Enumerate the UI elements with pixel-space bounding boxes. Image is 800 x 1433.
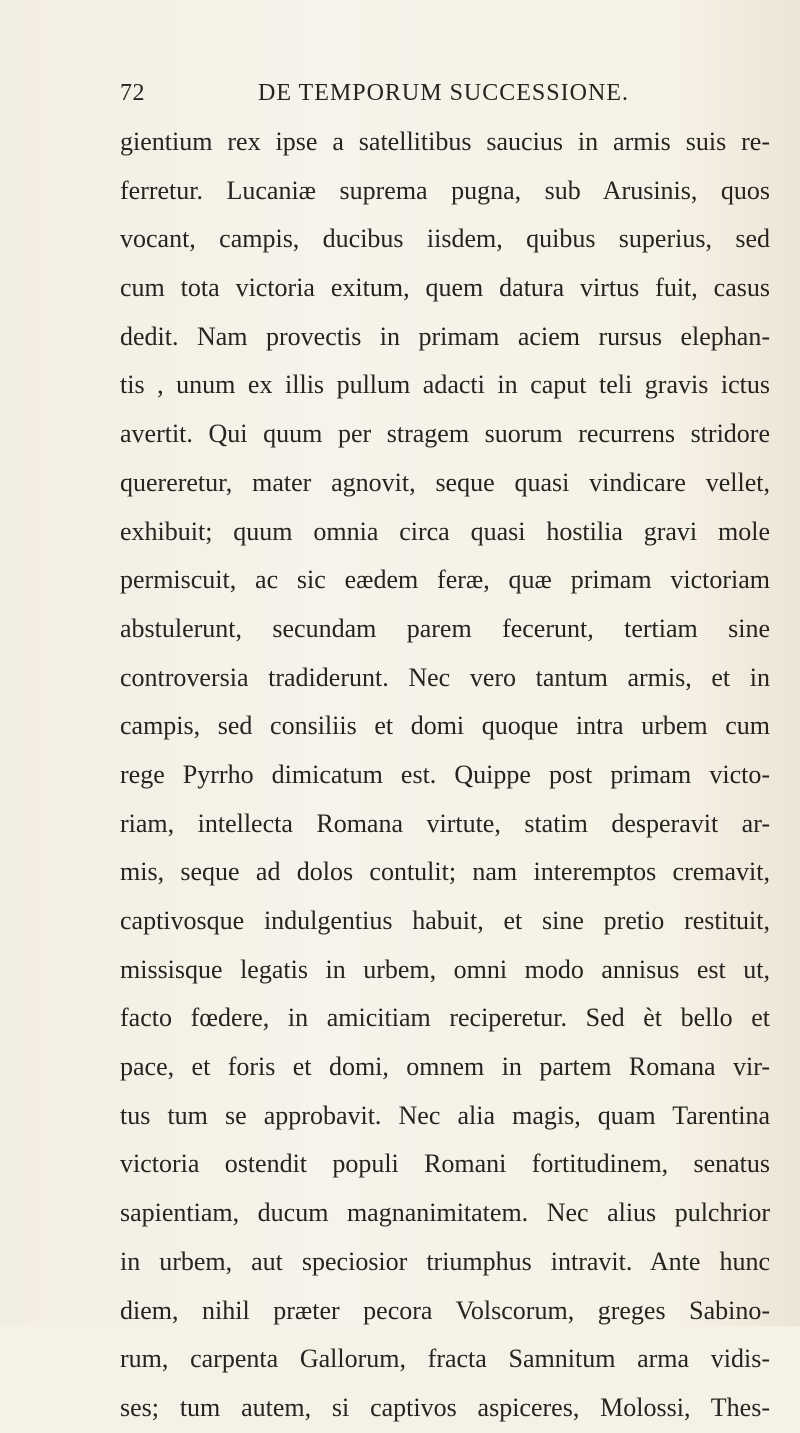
text-line: rege Pyrrho dimicatum est. Quippe post primam victo- [120,759,770,789]
text-line: missisque legatis in urbem, omni modo annisus est ut, [120,954,770,984]
text-line: vocant, campis, ducibus iisdem, quibus superius, sed [120,224,770,254]
text-line: dedit. Nam provectis in primam aciem rursus elephan- [120,321,770,351]
body-text [120,118,770,1433]
text-line: exhibuit; quum omnia circa quasi hostilia gravi mole [120,516,770,546]
text-line: quereretur, mater agnovit, seque quasi vindicare vellet, [120,467,770,497]
page-number: 72 [120,80,145,106]
text-line: in urbem, aut speciosior triumphus intravit. Ante hunc [120,1246,770,1276]
running-head: DE TEMPORUM SUCCESSIONE. [258,80,629,106]
text-line: abstulerunt, secundam parem fecerunt, tertiam sine [120,613,770,643]
text-line: sapientiam, ducum magnanimitatem. Nec alius pulchrior [120,1198,770,1228]
text-line: diem, nihil præter pecora Volscorum, greges Sabino- [120,1295,770,1325]
text-line: permiscuit, ac sic eædem feræ, quæ primam victoriam [120,565,770,595]
text-line: pace, et foris et domi, omnem in partem Romana vir- [120,1052,770,1082]
text-line: gientium rex ipse a satellitibus saucius in armis suis re- [120,127,770,156]
text-line: mis, seque ad dolos contulit; nam interemptos cremavit, [120,857,770,887]
text-line: tis , unum ex illis pullum adacti in caput teli gravis ictus [120,370,770,400]
text-line: rum, carpenta Gallorum, fracta Samnitum arma vidis- [120,1344,770,1374]
text-line: victoria ostendit populi Romani fortitudinem, senatus [120,1149,770,1179]
text-line: tus tum se approbavit. Nec alia magis, quam Tarentina [120,1100,770,1130]
text-line: avertit. Qui quum per stragem suorum recurrens stridore [120,419,770,449]
text-line: cum tota victoria exitum, quem datura virtus fuit, casus [120,273,770,303]
page-header [120,80,762,114]
text-line: campis, sed consiliis et domi quoque intra urbem cum [120,711,770,741]
text-line: riam, intellecta Romana virtute, statim desperavit ar- [120,808,770,838]
text-line: ses; tum autem, si captivos aspiceres, Molossi, Thes- [120,1392,770,1422]
text-line: captivosque indulgentius habuit, et sine pretio restituit, [120,906,770,935]
text-line: ferretur. Lucaniæ suprema pugna, sub Arusinis, quos [120,175,770,205]
text-line: facto fœdere, in amicitiam reciperetur. Sed èt bello et [120,1003,770,1033]
text-line: controversia tradiderunt. Nec vero tantum armis, et in [120,662,770,692]
